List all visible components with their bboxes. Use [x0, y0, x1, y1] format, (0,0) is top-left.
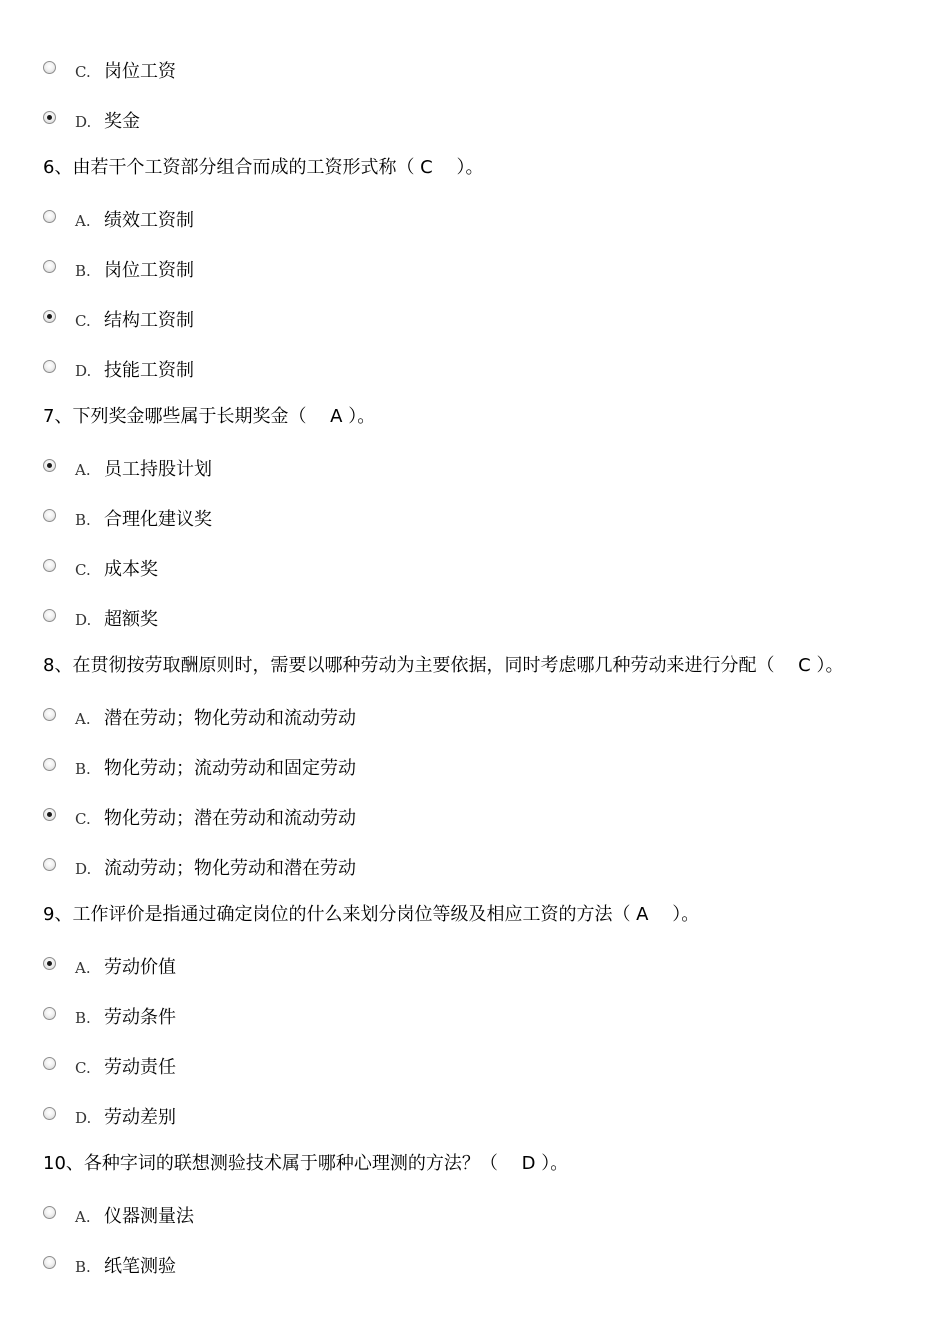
option-text: 劳动差别	[104, 1107, 176, 1128]
option-text: 奖金	[104, 111, 140, 132]
option-text: 员工持股计划	[104, 459, 212, 480]
option-letter: D.	[75, 1109, 92, 1127]
option-text: 流动劳动；物化劳动和潜在劳动	[104, 858, 356, 879]
option-text: 岗位工资	[104, 61, 176, 82]
option-text: 成本奖	[104, 559, 158, 580]
option-letter: B.	[75, 511, 91, 529]
question-text: 8、在贯彻按劳取酬原则时，需要以哪种劳动为主要依据，同时考虑哪几种劳动来进行分配（ C ）。	[43, 655, 844, 676]
radio-unchecked-icon[interactable]	[43, 1007, 56, 1020]
option-text: 技能工资制	[104, 360, 194, 381]
option-letter: A.	[75, 1208, 91, 1226]
option-letter: D.	[75, 611, 92, 629]
option-letter: A.	[75, 710, 91, 728]
option-letter: C.	[75, 63, 91, 81]
radio-unchecked-icon[interactable]	[43, 1107, 56, 1120]
question-text: 10、各种字词的联想测验技术属于哪种心理测的方法？（ D ）。	[43, 1153, 569, 1174]
radio-checked-icon[interactable]	[43, 111, 56, 124]
option-text: 结构工资制	[104, 310, 194, 331]
question-text: 7、下列奖金哪些属于长期奖金（ A ）。	[43, 406, 376, 427]
question-text: 6、由若干个工资部分组合而成的工资形式称（ C ）。	[43, 157, 484, 178]
question-text: 9、工作评价是指通过确定岗位的什么来划分岗位等级及相应工资的方法（ A ）。	[43, 904, 700, 925]
radio-unchecked-icon[interactable]	[43, 210, 56, 223]
option-text: 岗位工资制	[104, 260, 194, 281]
radio-unchecked-icon[interactable]	[43, 708, 56, 721]
radio-unchecked-icon[interactable]	[43, 1256, 56, 1269]
option-text: 物化劳动；流动劳动和固定劳动	[104, 758, 356, 779]
radio-unchecked-icon[interactable]	[43, 509, 56, 522]
option-letter: C.	[75, 1059, 91, 1077]
radio-unchecked-icon[interactable]	[43, 260, 56, 273]
option-text: 超额奖	[104, 609, 158, 630]
option-letter: B.	[75, 760, 91, 778]
option-letter: C.	[75, 312, 91, 330]
radio-unchecked-icon[interactable]	[43, 758, 56, 771]
option-text: 物化劳动；潜在劳动和流动劳动	[104, 808, 356, 829]
option-text: 绩效工资制	[104, 210, 194, 231]
radio-unchecked-icon[interactable]	[43, 1206, 56, 1219]
radio-checked-icon[interactable]	[43, 310, 56, 323]
radio-checked-icon[interactable]	[43, 808, 56, 821]
option-letter: D.	[75, 362, 92, 380]
radio-checked-icon[interactable]	[43, 459, 56, 472]
option-letter: A.	[75, 461, 91, 479]
option-letter: A.	[75, 212, 91, 230]
radio-unchecked-icon[interactable]	[43, 61, 56, 74]
option-letter: B.	[75, 1009, 91, 1027]
option-text: 纸笔测验	[104, 1256, 176, 1277]
radio-checked-icon[interactable]	[43, 957, 56, 970]
option-text: 仪器测量法	[104, 1206, 194, 1227]
option-text: 劳动责任	[104, 1057, 176, 1078]
option-text: 合理化建议奖	[104, 509, 212, 530]
radio-unchecked-icon[interactable]	[43, 559, 56, 572]
option-letter: D.	[75, 860, 92, 878]
radio-unchecked-icon[interactable]	[43, 360, 56, 373]
option-letter: B.	[75, 262, 91, 280]
option-letter: D.	[75, 113, 92, 131]
option-text: 潜在劳动；物化劳动和流动劳动	[104, 708, 356, 729]
radio-unchecked-icon[interactable]	[43, 858, 56, 871]
option-letter: C.	[75, 810, 91, 828]
option-text: 劳动价值	[104, 957, 176, 978]
option-letter: B.	[75, 1258, 91, 1276]
option-letter: A.	[75, 959, 91, 977]
radio-unchecked-icon[interactable]	[43, 609, 56, 622]
option-letter: C.	[75, 561, 91, 579]
radio-unchecked-icon[interactable]	[43, 1057, 56, 1070]
option-text: 劳动条件	[104, 1007, 176, 1028]
